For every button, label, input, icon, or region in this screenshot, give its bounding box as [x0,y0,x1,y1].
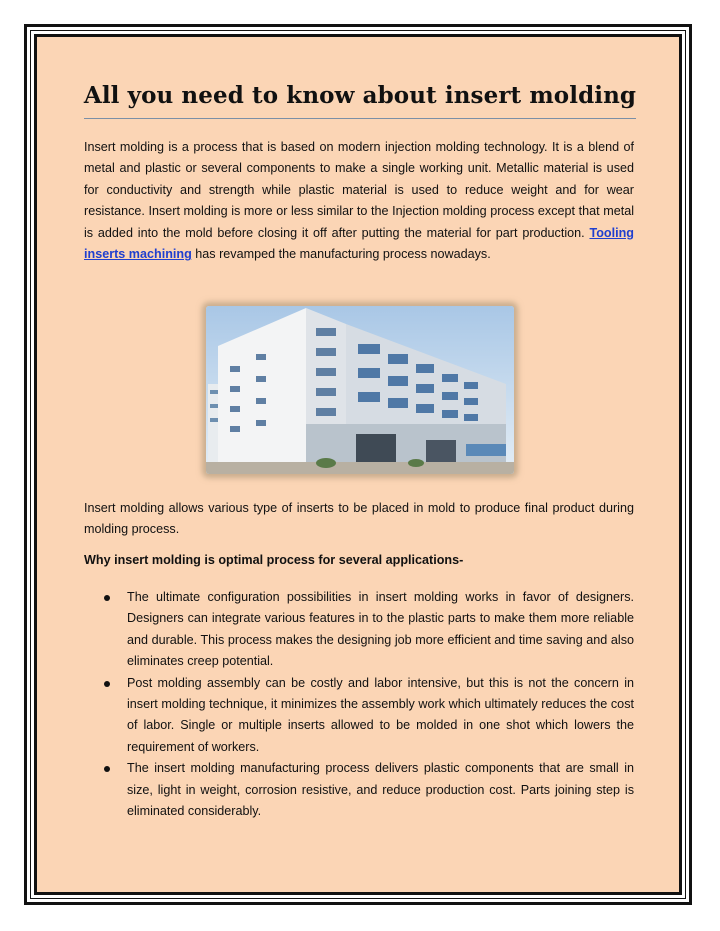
intro-paragraph [84,137,634,265]
intro-text-after-link: has revamped the manufacturing process nowadays. [191,247,491,262]
factory-building-photo [206,306,514,474]
bullet-icon [104,681,110,687]
paragraph-2: Insert molding allows various type of inserts to be placed in mold to produce final product during molding process. [84,501,634,537]
benefits-list [84,587,634,822]
list-item-text: Post molding assembly can be costly and labor intensive, but this is not the concern in insert molding technique, it minimizes the assembly work which ultimately reduces the cost of labor. Single or multiple inserts allowed to be molded in one shot which lowers the requirement of workers. [127,675,634,754]
list-item [84,587,634,673]
list-item-text: The ultimate configuration possibilities in insert molding works in favor of designers. Designers can integrate various features in to the plastic parts to make them more reliable and durable. This process makes the designing job more efficient and time saving and also eliminates creep potential. [127,590,634,669]
tooling-inserts-link[interactable]: Tooling inserts machining [84,225,634,262]
list-item [84,758,634,822]
intro-text-before-link: Insert molding is a process that is based on modern injection molding technology. It is a blend of metal and plastic or several components to make a single working unit. Metallic material is used for conductivity and strength while plastic material is used to reduce weight and for wear resistance. Insert molding is more or less similar to the Injection molding process except that metal is added into the mold before closing it off after putting the material for part production. [84,140,634,240]
bullet-icon [104,595,110,601]
bullet-icon [104,766,110,772]
title-underline [84,118,636,119]
section-heading: Why insert molding is optimal process for several applications- [84,553,464,567]
document-title: All you need to know about insert molding [83,82,637,109]
list-item [84,673,634,759]
list-item-text: The insert molding manufacturing process delivers plastic components that are small in size, light in weight, corrosion resistive, and reduce production cost. Parts joining step is eliminated considerably. [127,761,634,819]
